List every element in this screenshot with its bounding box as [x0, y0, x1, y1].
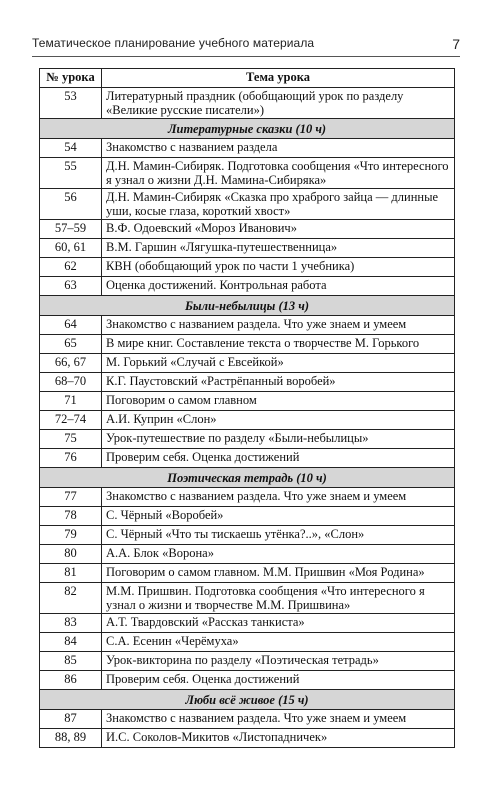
table-row	[40, 545, 455, 564]
lesson-number: 81	[40, 564, 102, 583]
table-row	[40, 583, 455, 614]
table-row	[40, 633, 455, 652]
column-header-lesson-number: № урока	[40, 69, 102, 88]
section-title: Люби всё живое (15 ч)	[40, 690, 455, 710]
lesson-topic: Урок-викторина по разделу «Поэтическая тетрадь»	[102, 652, 455, 671]
table-row	[40, 614, 455, 633]
lesson-topic: В мире книг. Составление текста о творчестве М. Горького	[102, 335, 455, 354]
section-title: Литературные сказки (10 ч)	[40, 119, 455, 139]
lesson-topic: Литературный праздник (обобщающий урок по разделу «Великие русские писатели»)	[102, 88, 455, 119]
lesson-topic: Д.Н. Мамин-Сибиряк «Сказка про храброго зайца — длинные уши, косые глаза, короткий хвост»	[102, 189, 455, 220]
lesson-topic: А.И. Куприн «Слон»	[102, 411, 455, 430]
lesson-topic: Оценка достижений. Контрольная работа	[102, 277, 455, 296]
lesson-number: 79	[40, 526, 102, 545]
lesson-topic: М.М. Пришвин. Подготовка сообщения «Что интересного я узнал о жизни и творчестве М.М. Пришвина»	[102, 583, 455, 614]
table-row	[40, 158, 455, 189]
table-row	[40, 392, 455, 411]
table-row	[40, 729, 455, 748]
lesson-number: 66, 67	[40, 354, 102, 373]
lesson-number: 76	[40, 449, 102, 468]
lesson-number: 80	[40, 545, 102, 564]
table-row	[40, 220, 455, 239]
table-row	[40, 488, 455, 507]
lesson-topic: М. Горький «Случай с Евсейкой»	[102, 354, 455, 373]
lesson-topic: Поговорим о самом главном	[102, 392, 455, 411]
section-row	[40, 690, 455, 710]
lesson-number: 65	[40, 335, 102, 354]
table-row	[40, 430, 455, 449]
running-title: Тематическое планирование учебного материала	[32, 36, 315, 50]
table-row	[40, 335, 455, 354]
lesson-topic: КВН (обобщающий урок по части 1 учебника)	[102, 258, 455, 277]
lesson-number: 54	[40, 139, 102, 158]
table-row	[40, 652, 455, 671]
table-row	[40, 564, 455, 583]
lesson-number: 87	[40, 710, 102, 729]
lesson-topic: Знакомство с названием раздела. Что уже знаем и умеем	[102, 488, 455, 507]
lesson-topic: Знакомство с названием раздела. Что уже знаем и умеем	[102, 710, 455, 729]
lesson-topic: С.А. Есенин «Черёмуха»	[102, 633, 455, 652]
table-row	[40, 88, 455, 119]
table-row	[40, 671, 455, 690]
lesson-topic: В.М. Гаршин «Лягушка-путешественница»	[102, 239, 455, 258]
lesson-topic: Урок-путешествие по разделу «Были-небылицы»	[102, 430, 455, 449]
lesson-number: 62	[40, 258, 102, 277]
page-number: 7	[452, 36, 460, 52]
lesson-topic: К.Г. Паустовский «Растрёпанный воробей»	[102, 373, 455, 392]
table-row	[40, 710, 455, 729]
lesson-number: 72–74	[40, 411, 102, 430]
lesson-topic: Проверим себя. Оценка достижений	[102, 671, 455, 690]
lesson-number: 63	[40, 277, 102, 296]
lesson-topic: Д.Н. Мамин-Сибиряк. Подготовка сообщения «Что интересного я узнал о жизни Д.Н. Мамина-Сибиряка»	[102, 158, 455, 189]
table-row	[40, 139, 455, 158]
lesson-number: 60, 61	[40, 239, 102, 258]
lesson-plan-table	[39, 68, 455, 748]
lesson-topic: А.Т. Твардовский «Рассказ танкиста»	[102, 614, 455, 633]
lesson-topic: И.С. Соколов-Микитов «Листопадничек»	[102, 729, 455, 748]
lesson-number: 83	[40, 614, 102, 633]
column-header-lesson-topic: Тема урока	[102, 69, 455, 88]
table-row	[40, 411, 455, 430]
lesson-number: 55	[40, 158, 102, 189]
table-row	[40, 277, 455, 296]
lesson-number: 71	[40, 392, 102, 411]
lesson-number: 75	[40, 430, 102, 449]
section-row	[40, 119, 455, 139]
lesson-number: 86	[40, 671, 102, 690]
table-row	[40, 258, 455, 277]
lesson-topic: С. Чёрный «Что ты тискаешь утёнка?..», «Слон»	[102, 526, 455, 545]
lesson-topic: А.А. Блок «Ворона»	[102, 545, 455, 564]
table-row	[40, 239, 455, 258]
lesson-number: 78	[40, 507, 102, 526]
lesson-number: 85	[40, 652, 102, 671]
table-row	[40, 526, 455, 545]
lesson-number: 56	[40, 189, 102, 220]
section-title: Поэтическая тетрадь (10 ч)	[40, 468, 455, 488]
lesson-topic: С. Чёрный «Воробей»	[102, 507, 455, 526]
table-body	[40, 88, 455, 748]
lesson-number: 84	[40, 633, 102, 652]
table-header-row	[40, 69, 455, 88]
table-row	[40, 189, 455, 220]
table-row	[40, 354, 455, 373]
lesson-number: 82	[40, 583, 102, 614]
section-row	[40, 468, 455, 488]
lesson-number: 57–59	[40, 220, 102, 239]
lesson-topic: В.Ф. Одоевский «Мороз Иванович»	[102, 220, 455, 239]
lesson-topic: Знакомство с названием раздела	[102, 139, 455, 158]
lesson-number: 68–70	[40, 373, 102, 392]
table-row	[40, 373, 455, 392]
lesson-topic: Проверим себя. Оценка достижений	[102, 449, 455, 468]
lesson-topic: Знакомство с названием раздела. Что уже знаем и умеем	[102, 316, 455, 335]
lesson-number: 64	[40, 316, 102, 335]
table-row	[40, 316, 455, 335]
section-title: Были-небылицы (13 ч)	[40, 296, 455, 316]
table-row	[40, 507, 455, 526]
lesson-topic: Поговорим о самом главном. М.М. Пришвин «Моя Родина»	[102, 564, 455, 583]
table-row	[40, 449, 455, 468]
lesson-number: 77	[40, 488, 102, 507]
page-header	[32, 30, 460, 57]
lesson-number: 53	[40, 88, 102, 119]
lesson-number: 88, 89	[40, 729, 102, 748]
section-row	[40, 296, 455, 316]
